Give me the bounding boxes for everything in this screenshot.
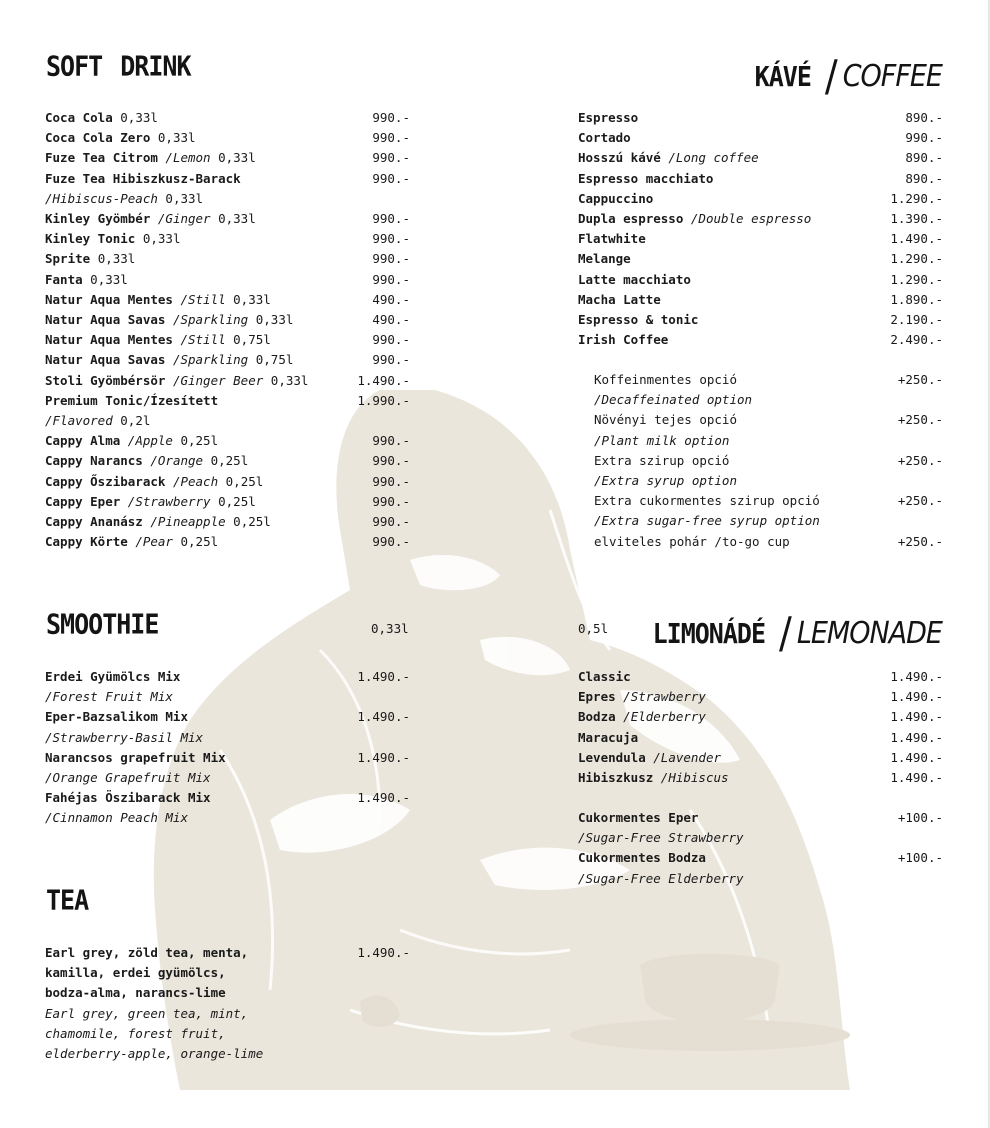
lemonade-row (578, 768, 943, 788)
lemonade-row (578, 748, 943, 768)
item-name: Natur Aqua Mentes (45, 291, 173, 307)
option-name-en: /Decaffeinated option (594, 392, 753, 408)
item-name: Narancsos grapefruit Mix (45, 749, 226, 765)
item-name-en: /Orange Grapefruit Mix (45, 770, 211, 786)
coffee-title-en: COFFEE (842, 58, 942, 94)
item-subline (578, 828, 943, 848)
option-price: +250.- (897, 452, 943, 468)
soft-drink-row (45, 108, 410, 128)
item-name: Kinley Tonic (45, 231, 136, 247)
lemonade-list (578, 667, 943, 788)
title-slash: / (824, 51, 837, 101)
item-price: 990.- (372, 110, 410, 125)
item-name: Classic (578, 669, 631, 684)
item-name-en: /Pineapple (150, 514, 226, 530)
soft-drink-row (45, 209, 410, 229)
coffee-option-row (594, 532, 943, 552)
item-subline (578, 869, 943, 889)
item-price: 2.190.- (890, 312, 943, 328)
coffee-row (578, 108, 943, 128)
item-name-en: /Strawberry-Basil Mix (45, 729, 204, 745)
lemonade-row (578, 707, 943, 727)
item-name: Eper-Bazsalikom Mix (45, 709, 188, 725)
option-name: Növényi tejes opció (594, 412, 737, 428)
item-price: 990.- (372, 271, 410, 287)
item-price: 990.- (372, 231, 410, 247)
item-name-en: /Peach (172, 473, 219, 489)
item-size: 0,25l (180, 433, 219, 449)
item-price: 1.490.- (357, 709, 410, 725)
item-name: Stoli Gyömbérsör (45, 372, 166, 388)
coffee-row (578, 148, 943, 168)
item-price: +100.- (897, 810, 943, 825)
item-name-en: /Ginger Beer (172, 372, 264, 388)
item-price: 990.- (372, 332, 410, 348)
item-name-en: /Still (180, 332, 226, 348)
item-name: Erdei Gyümölcs Mix (45, 669, 181, 684)
coffee-row (578, 169, 943, 189)
smoothie-row (45, 748, 410, 768)
item-name: Cappy Narancs (45, 453, 143, 469)
option-subline (594, 511, 943, 531)
item-name: Levendula (578, 749, 646, 765)
lemonade-size: 0,5l (578, 621, 609, 636)
item-size: 0,33l (255, 312, 294, 328)
item-size: 0,25l (210, 453, 249, 469)
item-price: 490.- (372, 291, 410, 307)
item-size: 0,25l (180, 534, 219, 550)
item-name: Premium Tonic/Ízesített (45, 392, 219, 408)
option-price: +250.- (897, 493, 943, 509)
item-size: 0,25l (233, 514, 271, 530)
coffee-title-hu: KÁVÉ (754, 60, 811, 93)
item-name: Fahéjas Öszibarack Mix (45, 790, 211, 806)
option-name-en: /Extra syrup option (594, 473, 737, 489)
coffee-row (578, 209, 943, 229)
item-name-en: /Still (180, 291, 226, 307)
item-size: 0,75l (233, 332, 271, 348)
soft-drink-row (45, 249, 410, 269)
item-name-en: /Ginger (157, 211, 211, 227)
item-price: 990.- (372, 211, 410, 227)
item-price: 890.- (905, 170, 943, 186)
coffee-option-row (594, 370, 943, 390)
item-name-en: /Strawberry (127, 493, 211, 509)
soft-drink-row (45, 128, 410, 148)
item-name-en: /Sugar-Free Elderberry (578, 870, 744, 886)
coffee-title (754, 50, 942, 101)
option-subline (594, 390, 943, 410)
soft-drink-row (45, 431, 410, 451)
soft-drink-row (45, 310, 410, 330)
option-price: +250.- (897, 372, 943, 387)
item-name-en: /Double espresso (690, 211, 812, 227)
item-price: 1.290.- (890, 251, 943, 267)
item-name: Cappy Ananász (45, 514, 143, 530)
soft-drink-row (45, 371, 410, 391)
soft-drink-row (45, 391, 410, 411)
item-price: 1.490.- (890, 709, 943, 725)
item-name-en: /Elderberry (623, 709, 706, 725)
tea-name-line: bodza-alma, narancs-lime (45, 985, 226, 1001)
coffee-option-row (594, 410, 943, 430)
soft-drink-row (45, 330, 410, 350)
item-name: Dupla espresso (578, 211, 684, 227)
option-price: +250.- (897, 412, 943, 428)
option-name-en: /Extra sugar-free syrup option (594, 513, 820, 529)
soft-drink-list (45, 108, 410, 552)
option-name-en: /Plant milk option (594, 432, 730, 448)
coffee-row (578, 310, 943, 330)
option-name: Extra szirup opció (594, 452, 730, 468)
item-price: 1.990.- (357, 392, 410, 408)
soft-drink-row (45, 472, 410, 492)
item-price: 1.490.- (890, 770, 943, 786)
smoothie-row (45, 707, 410, 727)
item-name: Espresso (578, 110, 639, 125)
item-price: 2.490.- (890, 332, 943, 348)
item-name: Natur Aqua Savas (45, 352, 166, 368)
tea-en-line: Earl grey, green tea, mint, (45, 1005, 249, 1021)
item-name-en: /Apple (127, 433, 173, 449)
item-subline (45, 189, 410, 209)
item-name: Macha Latte (578, 291, 661, 307)
item-price: 990.- (372, 473, 410, 489)
item-price: 990.- (905, 130, 943, 146)
item-name: Cappy Körte (45, 534, 128, 550)
item-size: 0,33l (157, 130, 196, 146)
soft-drink-row (45, 350, 410, 370)
item-size: 0,25l (218, 493, 256, 509)
tea-name-line: Earl grey, zöld tea, menta, (45, 945, 249, 960)
item-price: 1.490.- (357, 790, 410, 806)
item-subline (45, 808, 410, 828)
item-name-en: /Forest Fruit Mix (45, 689, 173, 705)
item-price: 1.490.- (890, 749, 943, 765)
coffee-row (578, 330, 943, 350)
item-name: Cappy Őszibarack (45, 473, 166, 489)
item-size: 0,33l (233, 291, 271, 307)
item-price: 1.490.- (890, 669, 943, 684)
coffee-options-list (594, 370, 943, 552)
item-size: 0,33l (120, 110, 158, 125)
item-name: Fuze Tea Citrom (45, 150, 158, 166)
item-name: Hosszú kávé (578, 150, 661, 166)
item-name: Coca Cola (45, 110, 113, 125)
item-price: 490.- (372, 312, 410, 328)
item-price: 990.- (372, 493, 410, 509)
soft-drink-row (45, 148, 410, 168)
item-price: 890.- (905, 150, 943, 166)
item-price: 990.- (372, 534, 410, 550)
item-name-en: /Sparkling (172, 352, 249, 368)
item-name-en: /Lavender (653, 749, 721, 765)
item-name: Cappy Alma (45, 433, 121, 449)
item-name: Cortado (578, 130, 631, 146)
item-price: 990.- (372, 433, 410, 449)
item-subline (45, 411, 410, 431)
soft-drink-title: SOFT DRINK (46, 49, 191, 83)
item-price: 990.- (372, 251, 410, 267)
item-name-en: /Strawberry (623, 689, 706, 705)
item-price: 1.490.- (357, 669, 410, 684)
item-size: 0,33l (218, 150, 256, 166)
lemonade-extras-list (578, 808, 943, 889)
coffee-option-row (594, 491, 943, 511)
tea-block (45, 943, 410, 1064)
title-slash: / (779, 608, 791, 658)
item-subline (45, 768, 410, 788)
item-name-en: /Cinnamon Peach Mix (45, 810, 188, 826)
item-name-en: /Lemon (165, 150, 211, 166)
smoothie-title: SMOOTHIE (46, 607, 159, 641)
coffee-option-row (594, 451, 943, 471)
soft-drink-row (45, 532, 410, 552)
lemonade-extra-row (578, 848, 943, 868)
coffee-row (578, 189, 943, 209)
soft-drink-row (45, 270, 410, 290)
item-name-en: /Sugar-Free Strawberry (578, 830, 744, 846)
item-name: Flatwhite (578, 231, 646, 247)
item-price: 990.- (372, 453, 410, 469)
item-price: 990.- (372, 514, 410, 530)
item-name: Hibiszkusz (578, 770, 654, 786)
soft-drink-row (45, 451, 410, 471)
item-name: Sprite (45, 251, 91, 267)
coffee-row (578, 229, 943, 249)
item-price: 1.490.- (890, 729, 943, 745)
item-price: 1.290.- (890, 271, 943, 287)
option-name: Extra cukormentes szirup opció (594, 493, 820, 509)
option-price: +250.- (897, 533, 943, 549)
soft-drink-row (45, 512, 410, 532)
coffee-list (578, 108, 943, 350)
item-price: 1.290.- (890, 190, 943, 206)
item-size: 0,33l (165, 190, 204, 206)
item-name: Espresso & tonic (578, 312, 699, 328)
smoothie-list (45, 667, 410, 829)
item-name: Natur Aqua Savas (45, 312, 166, 328)
item-size: 0,33l (90, 271, 128, 287)
item-name: Kinley Gyömbér (45, 211, 151, 227)
item-name: Cukormentes Eper (578, 810, 699, 825)
item-price: 990.- (372, 170, 410, 186)
item-price: 990.- (372, 150, 410, 166)
lemonade-title-en: LEMONADE (796, 615, 942, 651)
item-size: 0,33l (97, 251, 136, 267)
option-name: Koffeinmentes opció (594, 372, 737, 387)
item-subline (45, 728, 410, 748)
tea-name-line: kamilla, erdei gyümölcs, (45, 965, 226, 981)
smoothie-row (45, 667, 410, 687)
item-price: 1.890.- (890, 291, 943, 307)
lemonade-title-hu: LIMONÁDÉ (652, 617, 766, 650)
item-size: 0,33l (218, 211, 256, 227)
tea-en-line: elderberry-apple, orange-lime (45, 1046, 264, 1062)
item-price: 990.- (372, 352, 410, 368)
smoothie-row (45, 788, 410, 808)
item-name-en: /Orange (150, 453, 204, 469)
item-subline (45, 687, 410, 707)
item-name: Maracuja (578, 729, 639, 745)
item-price: 890.- (905, 110, 943, 125)
item-name: Cappy Eper (45, 493, 121, 509)
lemonade-row (578, 728, 943, 748)
soft-drink-row (45, 492, 410, 512)
item-name-en: /Long coffee (668, 150, 759, 166)
item-price: 1.490.- (357, 372, 410, 388)
coffee-row (578, 128, 943, 148)
tea-title: TEA (46, 883, 89, 917)
item-size: 0,33l (142, 231, 181, 247)
soft-drink-row (45, 290, 410, 310)
item-price: +100.- (897, 850, 943, 866)
option-subline (594, 471, 943, 491)
coffee-row (578, 290, 943, 310)
item-name-en: /Pear (135, 534, 173, 550)
item-name-en: /Sparkling (172, 312, 249, 328)
item-name: Fanta (45, 271, 83, 287)
item-size: 0,75l (255, 352, 294, 368)
smoothie-size: 0,33l (371, 621, 409, 636)
item-name: Epres (578, 689, 616, 705)
tea-row (45, 943, 410, 963)
item-size: 0,25l (225, 473, 264, 489)
coffee-row (578, 249, 943, 269)
lemonade-row (578, 687, 943, 707)
item-name: Espresso macchiato (578, 170, 714, 186)
item-name: Fuze Tea Hibiszkusz-Barack (45, 170, 241, 186)
lemonade-row (578, 667, 943, 687)
item-price: 1.390.- (890, 211, 943, 227)
tea-en-line: chamomile, forest fruit, (45, 1025, 226, 1041)
option-name: elviteles pohár (594, 533, 707, 549)
item-price: 1.490.- (890, 689, 943, 705)
item-name: Cappuccino (578, 190, 654, 206)
item-size: 0,33l (270, 372, 309, 388)
item-price: 990.- (372, 130, 410, 146)
item-name: Bodza (578, 709, 616, 725)
soft-drink-row (45, 169, 410, 189)
lemonade-extra-row (578, 808, 943, 828)
item-name: Natur Aqua Mentes (45, 332, 173, 348)
option-subline (594, 431, 943, 451)
item-size: 0,2l (120, 413, 151, 429)
item-name: Coca Cola Zero (45, 130, 151, 146)
item-name-en: /Hibiscus-Peach (45, 190, 158, 206)
item-price: 1.490.- (890, 231, 943, 247)
soft-drink-row (45, 229, 410, 249)
item-name: Latte macchiato (578, 271, 691, 287)
item-price: 1.490.- (357, 749, 410, 765)
item-name: Melange (578, 251, 631, 267)
tea-price: 1.490.- (357, 945, 410, 960)
coffee-row (578, 270, 943, 290)
option-name-en: /to-go cup (714, 533, 790, 549)
item-name: Cukormentes Bodza (578, 850, 706, 866)
item-name-en: /Hibiscus (660, 770, 729, 786)
item-name: Irish Coffee (578, 332, 669, 348)
lemonade-title (652, 607, 942, 658)
item-name-en: /Flavored (45, 413, 113, 429)
